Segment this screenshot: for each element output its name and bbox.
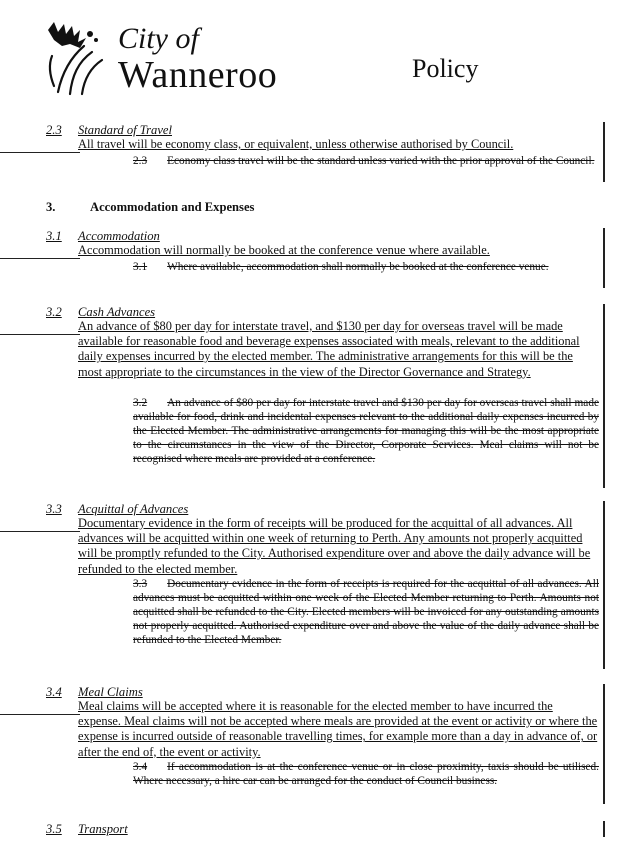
section-text: Accommodation will normally be booked at the conference venue where available. — [78, 243, 490, 257]
deleted-text: 3.2 An advance of $80 per day for interstate travel and $130 per day for overseas travel shall made available for food, drink and incidental expenses relevant to the additional daily expenses incurred by the Elected Member. The administrative arrangements for managing this will be the most appropriate to the circumstances in the view of the Director, Corporate Services. Meal claims will not be recognised where meals are provided at a conference. — [133, 397, 599, 465]
section-text: An advance of $80 per day for interstate travel, and $130 per day for overseas travel will be made available for reasonable food and beverage expenses associated with meals, relevant to the additional daily expenses incurred by the elected member. The administrative arrangements for this will be the most appropriate to the circumstances in the view of the Director Governance and Strategy. — [78, 319, 580, 379]
change-bar — [603, 122, 605, 182]
section-text: Documentary evidence in the form of receipts will be produced for the acquittal of all advances. All advances will be acquitted within one week of returning to Perth. Any amounts not properly acquitted will be promptly refunded to the City. Authorised expenditure over and above the daily advance will be refunded to the elected member. — [78, 516, 591, 576]
section-number: 3.1 — [46, 229, 62, 243]
deleted-text: 3.1 Where available, accommodation shall normally be booked at the conference venue. — [133, 261, 549, 273]
heading-3 — [46, 200, 255, 215]
section-title: Meal Claims — [78, 685, 143, 699]
section-title: Transport — [78, 822, 128, 836]
section-rule — [0, 258, 80, 259]
section-number: 3.5 — [46, 822, 62, 836]
deleted-text: 2.3 Economy class travel will be the standard unless varied with the prior approval of the Council. — [133, 155, 595, 167]
section-rule — [0, 714, 80, 715]
change-bar — [603, 304, 605, 488]
section-number: 3.3 — [46, 502, 62, 516]
change-bar — [603, 684, 605, 804]
deleted-text: 3.4 If accommodation is at the conference venue or in close proximity, taxis should be utilised. Where necessary, a hire car can be arranged for the conduct of Council business. — [133, 761, 599, 787]
section-number: 2.3 — [46, 123, 62, 137]
deleted-text: 3.3 Documentary evidence in the form of receipts is required for the acquittal of all advances. All advances must be acquitted within one week of the Elected Member returning to Perth. Amounts not acquitted shall be refunded to the City. Elected members will be invoiced for any outstanding amounts not properly acquitted. Authorised expenditure over and above the value of the daily advance shall be refunded to the Elected Member. — [133, 578, 599, 646]
change-bar — [603, 228, 605, 288]
heading-title: Accommodation and Expenses — [90, 200, 255, 214]
section-rule — [0, 334, 80, 335]
section-rule — [0, 531, 80, 532]
section-title: Acquittal of Advances — [78, 502, 189, 516]
section-title: Accommodation — [78, 229, 160, 243]
section-rule — [0, 152, 80, 153]
section-text: Meal claims will be accepted where it is reasonable for the elected member to have incurred the expense. Meal claims will not be accepted where meals are provided at the event or activity or where the expense is incurred outside of reasonable travelling times, for example more than a day in advance of, or after the end of, the event or activity. — [78, 699, 598, 759]
section-title: Cash Advances — [78, 305, 156, 319]
section-number: 3.2 — [46, 305, 62, 319]
section-title: Standard of Travel — [78, 123, 172, 137]
logo-city-text: City of — [118, 22, 199, 55]
logo-name-text: Wanneroo — [118, 54, 278, 96]
change-bar — [603, 501, 605, 669]
heading-number: 3. — [46, 200, 56, 214]
section-text: All travel will be economy class, or equivalent, unless otherwise authorised by Council. — [78, 137, 514, 151]
section-number: 3.4 — [46, 685, 62, 699]
change-bar — [603, 821, 605, 837]
document-type-label: Policy — [412, 54, 479, 83]
